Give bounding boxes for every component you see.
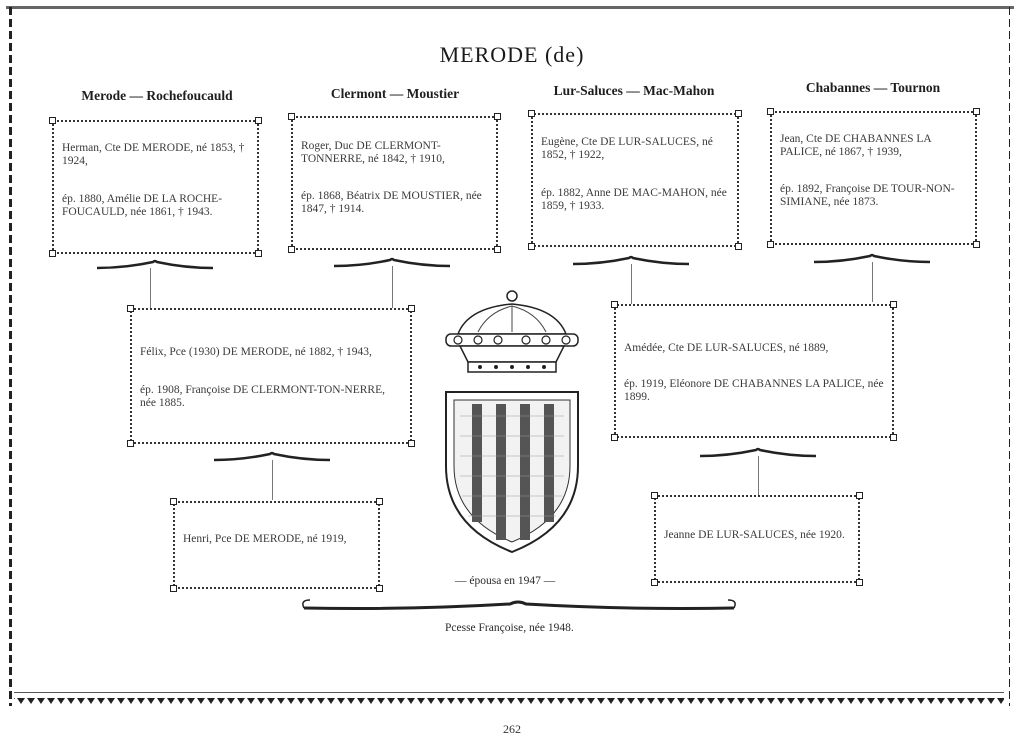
connector-line xyxy=(272,460,273,500)
ancestor-box-merode xyxy=(52,120,259,254)
ancestor-birth-text: Jean, Cte DE CHABANNES LA PALICE, né 1867, † 1939, xyxy=(780,133,932,158)
parent-marriage-text: ép. 1919, Eléonore DE CHABANNES LA PALICE, née 1899. xyxy=(624,378,884,403)
parent-box-lur-saluces xyxy=(614,304,894,438)
child-text: Jeanne DE LUR-SALUCES, née 1920. xyxy=(664,529,845,541)
ancestor-birth-text: Eugène, Cte DE LUR-SALUCES, né 1852, † 1922, xyxy=(541,136,713,161)
column-heading-lur-saluces: Lur-Saluces — Mac-Mahon xyxy=(553,83,715,98)
marriage-caption: — épousa en 1947 — xyxy=(455,575,556,587)
ancestor-marriage-text: ép. 1868, Béatrix DE MOUSTIER, née 1847, † 1914. xyxy=(301,190,482,215)
connector-line xyxy=(872,262,873,302)
ancestor-box-clermont xyxy=(291,116,498,250)
marriage-flourish xyxy=(300,596,738,616)
ancestor-box-lur-saluces xyxy=(531,113,739,247)
connector-line xyxy=(758,456,759,496)
parent-box-merode xyxy=(130,308,412,444)
connector-flourish xyxy=(95,258,215,272)
ancestor-birth-text: Roger, Duc DE CLERMONT-TONNERRE, né 1842, † 1910, xyxy=(301,140,445,165)
column-heading-chabannes: Chabannes — Tournon xyxy=(805,80,941,95)
shield-icon xyxy=(446,392,578,552)
column-heading-clermont: Clermont — Moustier xyxy=(330,86,460,101)
child-text: Henri, Pce DE MERODE, né 1919, xyxy=(183,533,347,545)
ancestor-marriage-text: ép. 1892, Françoise DE TOUR-NON-SIMIANE, née 1873. xyxy=(780,183,955,208)
child-box-jeanne xyxy=(654,495,860,583)
connector-line xyxy=(150,268,151,308)
parent-birth-text: Félix, Pce (1930) DE MERODE, né 1882, † 1943, xyxy=(140,346,372,358)
parent-marriage-text: ép. 1908, Françoise DE CLERMONT-TON-NERRE, née 1885. xyxy=(140,384,385,409)
page-number: 262 xyxy=(503,722,521,736)
ancestor-box-chabannes xyxy=(770,111,977,245)
column-heading-merode: Merode — Rochefoucauld xyxy=(81,88,233,103)
child-box-henri xyxy=(173,501,380,589)
ancestor-marriage-text: ép. 1882, Anne DE MAC-MAHON, née 1859, † 1933. xyxy=(541,187,727,212)
ancestor-birth-text: Herman, Cte DE MERODE, né 1853, † 1924, xyxy=(62,142,245,167)
connector-line xyxy=(392,266,393,308)
page-title: MERODE (de) xyxy=(439,42,585,67)
coat-of-arms-icon xyxy=(438,286,586,558)
ancestor-marriage-text: ép. 1880, Amélie DE LA ROCHE-FOUCAULD, née 1861, † 1943. xyxy=(62,193,223,218)
parent-birth-text: Amédée, Cte DE LUR-SALUCES, né 1889, xyxy=(624,342,829,354)
crown-icon xyxy=(446,291,578,372)
connector-line xyxy=(631,264,632,304)
final-child-text: Pcesse Françoise, née 1948. xyxy=(445,622,574,634)
